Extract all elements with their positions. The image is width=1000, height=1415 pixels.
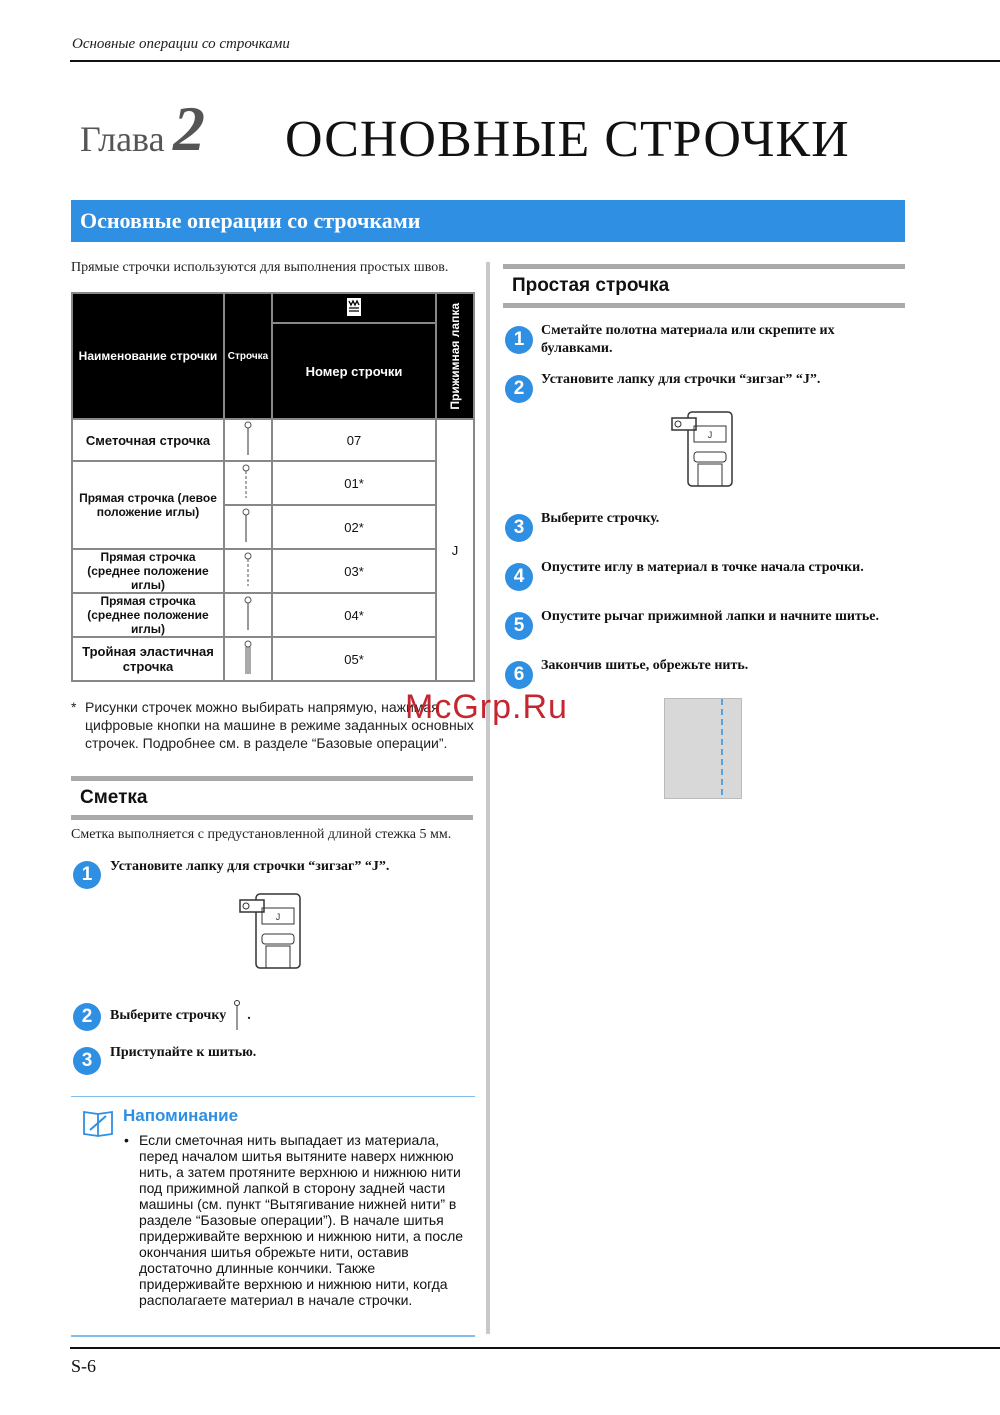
step-text-label: Выберите строчку bbox=[110, 1008, 227, 1024]
step-text: Сметайте полотна материала или скрепите их булавками. bbox=[541, 323, 835, 356]
header-foot bbox=[436, 293, 474, 419]
foot-value: J bbox=[436, 419, 474, 681]
step-number: 1 bbox=[73, 861, 101, 889]
memo-title: Напоминание bbox=[123, 1106, 239, 1125]
fabric-stitch-figure bbox=[664, 698, 744, 805]
section-banner: Основные операции со строчками bbox=[71, 200, 905, 242]
stitch-number: 02* bbox=[272, 505, 436, 549]
step-number: 1 bbox=[505, 326, 533, 354]
memo-icon bbox=[82, 1108, 116, 1145]
stitch-mode-icon bbox=[272, 293, 436, 323]
basting-intro: Сметка выполняется с предустановленной длиной стежка 5 мм. bbox=[71, 827, 452, 842]
stitch-number: 05* bbox=[272, 637, 436, 681]
step-text: Опустите рычаг прижимной лапки и начните шитье. bbox=[541, 609, 879, 624]
stitch-icon bbox=[224, 637, 272, 681]
footer-rule bbox=[70, 1347, 1000, 1349]
foot-letter: J bbox=[275, 912, 281, 922]
step-text: Закончив шитье, обрежьте нить. bbox=[541, 658, 749, 673]
stitch-number: 01* bbox=[272, 461, 436, 505]
presser-foot-j-icon bbox=[670, 408, 740, 499]
stitch-number: 04* bbox=[272, 593, 436, 637]
footnote-mark: * bbox=[71, 699, 77, 715]
header-rule bbox=[70, 60, 1000, 62]
step-text: Приступайте к шитью. bbox=[110, 1045, 257, 1060]
step-text: Установите лапку для строчки “зигзаг” “J”. bbox=[110, 859, 390, 874]
step-text: Опустите иглу в материал в точке начала строчки. bbox=[541, 560, 864, 575]
watermark: McGrp.Ru bbox=[405, 688, 568, 726]
step-text: Выберите строчку. bbox=[541, 511, 660, 526]
table-row bbox=[72, 549, 474, 593]
step-number: 3 bbox=[505, 514, 533, 542]
chapter-word: Глава bbox=[80, 119, 165, 159]
memo-bullet: • bbox=[124, 1132, 129, 1148]
memo-text: Если сметочная нить выпадает из материала, перед началом шитья вытяните наверх нижнюю нить, а затем протяните верхнюю и нижнюю нити под прижимной лапкой в сторону задней части машины (см. пункт “Вытягивание нижней нити” в разделе “Базовые операции”). В начале шитья придерживайте верхнюю и нижнюю нити, а после окончания шитья обрежьте нити, оставив достаточно длинные кончики. Также придерживайте верхнюю и нижнюю нити, когда располагаете материал в начале строчки. bbox=[139, 1132, 464, 1308]
step-text: Установите лапку для строчки “зигзаг” “J”. bbox=[541, 372, 821, 387]
stitch-icon bbox=[224, 549, 272, 593]
stitch-name: Тройная эластичная строчка bbox=[72, 637, 224, 681]
foot-letter: J bbox=[707, 430, 713, 440]
intro-text: Прямые строчки используются для выполнения простых швов. bbox=[71, 260, 449, 275]
stitch-icon bbox=[224, 505, 272, 549]
stitch-name: Прямая строчка (среднее положение иглы) bbox=[72, 593, 224, 637]
running-header: Основные операции со строчками bbox=[72, 36, 290, 52]
header-foot-label: Прижимная лапка bbox=[448, 302, 462, 410]
presser-foot-j-icon bbox=[238, 890, 308, 981]
step-number: 6 bbox=[505, 661, 533, 689]
step-number: 4 bbox=[505, 563, 533, 591]
step-text-suffix: . bbox=[247, 1008, 251, 1024]
step-number: 2 bbox=[73, 1003, 101, 1031]
stitch-table bbox=[71, 292, 475, 682]
table-row bbox=[72, 637, 474, 681]
section-basting-title: Сметка bbox=[71, 776, 473, 820]
step-number: 3 bbox=[73, 1047, 101, 1075]
header-number: Номер строчки bbox=[272, 323, 436, 419]
step-text bbox=[110, 1000, 251, 1032]
stitch-name: Сметочная строчка bbox=[72, 419, 224, 461]
chapter-number: 2 bbox=[173, 93, 205, 164]
step-number: 2 bbox=[505, 375, 533, 403]
stitch-number: 03* bbox=[272, 549, 436, 593]
table-row bbox=[72, 593, 474, 637]
page-number: S-6 bbox=[71, 1356, 97, 1376]
column-divider bbox=[486, 262, 490, 1334]
stitch-icon bbox=[224, 593, 272, 637]
table-row bbox=[72, 461, 474, 505]
step-number: 5 bbox=[505, 612, 533, 640]
stitch-name: Прямая строчка (левое положение иглы) bbox=[72, 461, 224, 549]
table-row bbox=[72, 419, 474, 461]
header-stitch: Строчка bbox=[224, 293, 272, 419]
section-simple-title: Простая строчка bbox=[503, 264, 905, 308]
stitch-name: Прямая строчка (среднее положение иглы) bbox=[72, 549, 224, 593]
stitch-number: 07 bbox=[272, 419, 436, 461]
basting-stitch-icon bbox=[232, 1000, 242, 1032]
stitch-icon bbox=[224, 461, 272, 505]
footnote-text: Рисунки строчек можно выбирать напрямую, нажимая цифровые кнопки на машине в режиме заданных основных строчек. Подробнее см. в разделе “Базовые операции”. bbox=[85, 699, 474, 751]
header-name: Наименование строчки bbox=[72, 293, 224, 419]
chapter-title: ОСНОВНЫЕ СТРОЧКИ bbox=[285, 111, 850, 168]
memo-body bbox=[124, 1132, 469, 1308]
stitch-icon bbox=[224, 419, 272, 461]
